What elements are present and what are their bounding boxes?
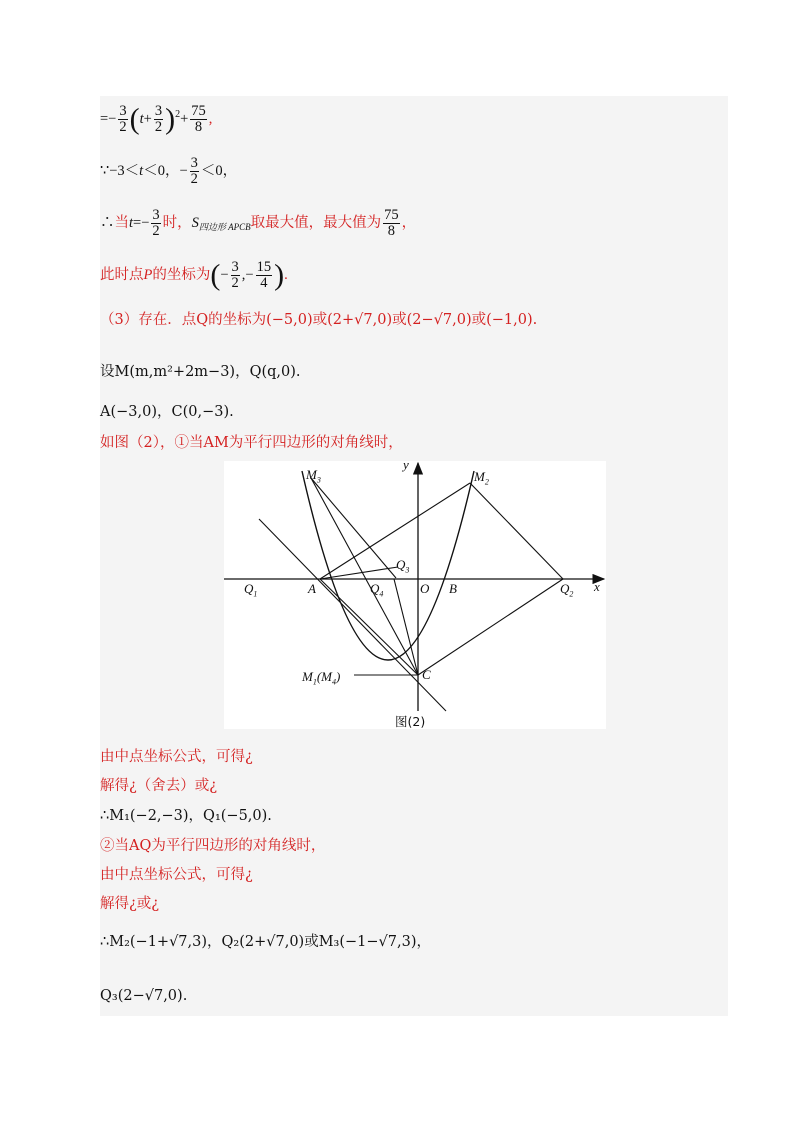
label-q4: $Q_4$ [370,581,384,599]
part-3-answer: （3）存在．点Q的坐标为(−5,0)或(2+√7,0)或(2−√7,0)或(−1,0). [100,312,538,328]
figure-2 [224,457,606,729]
solve-line-1: 解得¿（舍去）或¿ [100,778,218,794]
label-b: B [449,581,457,596]
set-m-q-line: 设M(m,m²+2m−3)，Q(q,0). [100,364,301,380]
label-x: x [594,579,600,594]
label-y: y [403,457,409,472]
label-q3: $Q_3$ [396,557,410,575]
line-a-q3 [320,567,398,579]
result-m1-q1: ∴M₁(−2,−3)，Q₁(−5,0). [100,808,272,824]
point-p-line: 此时点P的坐标为(− $\frac{3}{2}$ ,− $\frac{15}{4}$ ). [100,258,288,292]
label-a: A [308,581,316,596]
case-2-heading: ②当AQ为平行四边形的对角线时， [100,838,326,854]
line-a-m2 [320,483,470,579]
parabola [302,471,474,660]
label-m2: $M_2$ [474,469,489,487]
label-q2: $Q_2$ [560,581,574,599]
line-a-c [320,579,418,675]
case-1-heading: 如图（2），①当AM为平行四边形的对角线时， [100,435,403,451]
equation-line-1: =− $\frac{3}{2}$ (t+ $\frac{3}{2}$ )$^2$+ $\frac{75}{8}$ , [100,102,213,136]
solve-line-2: 解得¿或¿ [100,896,160,912]
label-m1-m4: $M_1(M_4)$ [302,669,341,687]
result-m2-q2-m3: ∴M₂(−1+√7,3)，Q₂(2+√7,0)或M₃(−1−√7,3)， [100,934,432,950]
result-q3: Q₃(2−√7,0). [100,988,188,1004]
label-c: C [422,667,431,682]
inequality-line: ∵−3＜t＜0，− $\frac{3}{2}$ ＜0， [100,155,238,187]
parabola-diagram [224,461,606,729]
label-m3: $M_3$ [306,467,321,485]
midpoint-formula-2: 由中点坐标公式，可得¿ [100,867,253,883]
midpoint-formula-1: 由中点坐标公式，可得¿ [100,749,253,765]
max-value-line: ∴当t=− $\frac{3}{2}$ 时，$S_{四边形 APCB}$取最大值，最大值为 $\frac{75}{8}$ ， [100,207,417,239]
points-a-c-line: A(−3,0)，C(0,−3). [100,404,234,420]
label-q1: $Q_1$ [244,581,258,599]
line-m3-q4 [311,478,396,578]
figure-caption: 图(2) [395,714,426,729]
line-m2-q2 [470,483,563,579]
label-o: O [420,581,430,596]
document-page [100,96,728,1016]
